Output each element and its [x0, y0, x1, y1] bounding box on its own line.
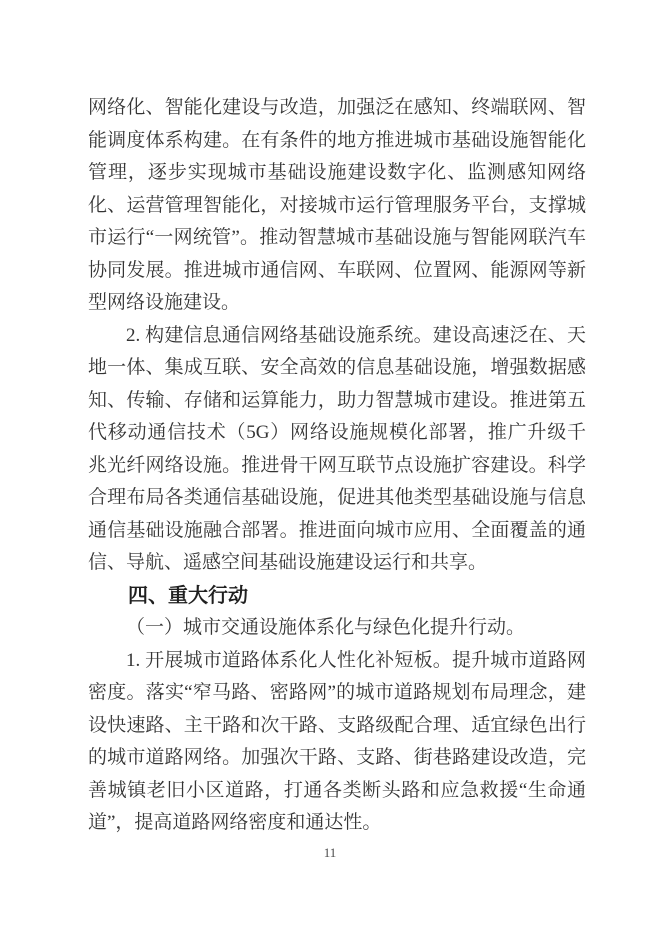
- paragraph-item-1: 1. 开展城市道路体系化人性化补短板。提升城市道路网密度。落实“窄马路、密路网”的城市道路规划布局理念，建设快速路、主干路和次干路、支路级配合理、适宜绿色出行的城市道路网络。加强次干路、支路、街巷路建设改造，完善城镇老旧小区道路，打通各类断头路和应急救援“生命通道”，提高道路网络密度和通达性。: [88, 649, 586, 833]
- paragraph-item-2: 2. 构建信息通信网络基础设施系统。建设高速泛在、天地一体、集成互联、安全高效的信息基础设施，增强数据感知、传输、存储和运算能力，助力智慧城市建设。推进第五代移动通信技术（5G）网络设施规模化部署，推广升级千兆光纤网络设施。推进骨干网互联节点设施扩容建设。科学合理布局各类通信基础设施，促进其他类型基础设施与信息通信基础设施融合部署。推进面向城市应用、全面覆盖的通信、导航、遥感空间基础设施建设运行和共享。: [88, 324, 586, 573]
- subsection-heading: （一）城市交通设施体系化与绿色化提升行动。: [126, 617, 526, 638]
- page-number: 11: [323, 845, 337, 860]
- section-heading: 四、重大行动: [128, 584, 248, 607]
- document-content: [88, 92, 586, 840]
- paragraph-continuation: 网络化、智能化建设与改造，加强泛在感知、终端联网、智能调度体系构建。在有条件的地方推进城市基础设施智能化管理，逐步实现城市基础设施建设数字化、监测感知网络化、运营管理智能化，对接城市运行管理服务平台，支撑城市运行“一网统管”。推动智慧城市基础设施与智能网联汽车协同发展。推进城市通信网、车联网、位置网、能源网等新型网络设施建设。: [88, 97, 586, 313]
